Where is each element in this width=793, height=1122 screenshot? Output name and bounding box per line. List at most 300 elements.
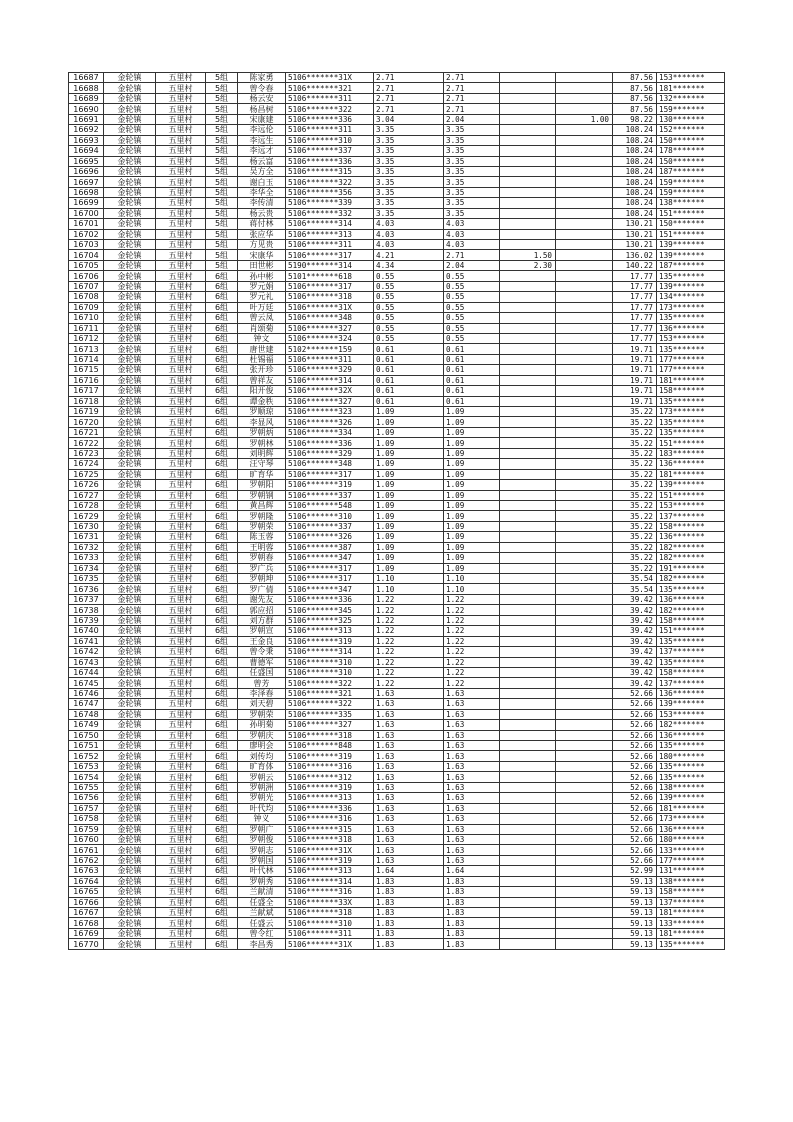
cell-amount: 108.24 <box>613 166 657 176</box>
cell-town: 金轮镇 <box>104 302 156 312</box>
cell-village: 五里村 <box>156 260 206 270</box>
cell-area-c <box>556 876 613 886</box>
cell-village: 五里村 <box>156 177 206 187</box>
cell-phone: 187******* <box>657 260 725 270</box>
cell-village: 五里村 <box>156 594 206 604</box>
cell-town: 金轮镇 <box>104 824 156 834</box>
cell-phone: 136******* <box>657 532 725 542</box>
cell-area-b <box>500 198 556 208</box>
cell-area-c <box>556 574 613 584</box>
cell-area-b <box>500 699 556 709</box>
cell-area-b <box>500 114 556 124</box>
cell-group: 6组 <box>206 699 238 709</box>
cell-id-number: 5106*******337 <box>286 146 374 156</box>
cell-id-number: 5106*******337 <box>286 521 374 531</box>
cell-town: 金轮镇 <box>104 480 156 490</box>
cell-amount: 108.24 <box>613 135 657 145</box>
table-row <box>69 751 725 761</box>
cell-name: 罗朝志 <box>238 845 286 855</box>
cell-area-a: 4.03 <box>444 219 500 229</box>
cell-area-b <box>500 647 556 657</box>
cell-amount: 52.66 <box>613 814 657 824</box>
cell-area-c <box>556 741 613 751</box>
cell-name: 刘传均 <box>238 751 286 761</box>
cell-area-a: 1.63 <box>444 834 500 844</box>
cell-name: 谢白玉 <box>238 177 286 187</box>
cell-row-index: 16698 <box>69 187 104 197</box>
cell-row-index: 16697 <box>69 177 104 187</box>
cell-area-c <box>556 281 613 291</box>
cell-total-area: 1.83 <box>374 908 444 918</box>
cell-name: 曾芳 <box>238 678 286 688</box>
cell-phone: 137******* <box>657 511 725 521</box>
cell-id-number: 5106*******313 <box>286 626 374 636</box>
cell-amount: 35.22 <box>613 542 657 552</box>
cell-amount: 17.77 <box>613 313 657 323</box>
cell-name: 罗朝荣 <box>238 521 286 531</box>
cell-phone: 153******* <box>657 73 725 83</box>
cell-area-a: 1.09 <box>444 417 500 427</box>
cell-village: 五里村 <box>156 615 206 625</box>
cell-id-number: 5106*******313 <box>286 866 374 876</box>
cell-village: 五里村 <box>156 187 206 197</box>
cell-name: 李远生 <box>238 135 286 145</box>
cell-phone: 159******* <box>657 177 725 187</box>
cell-town: 金轮镇 <box>104 417 156 427</box>
cell-amount: 52.66 <box>613 751 657 761</box>
cell-area-c <box>556 553 613 563</box>
cell-town: 金轮镇 <box>104 772 156 782</box>
cell-area-c <box>556 647 613 657</box>
cell-town: 金轮镇 <box>104 626 156 636</box>
cell-total-area: 1.22 <box>374 678 444 688</box>
cell-area-a: 4.03 <box>444 229 500 239</box>
cell-id-number: 5106*******314 <box>286 876 374 886</box>
cell-amount: 39.42 <box>613 667 657 677</box>
table-row <box>69 584 725 594</box>
cell-area-a: 1.09 <box>444 469 500 479</box>
cell-group: 6组 <box>206 427 238 437</box>
cell-amount: 35.22 <box>613 438 657 448</box>
cell-area-c <box>556 918 613 928</box>
cell-area-c <box>556 177 613 187</box>
table-row <box>69 375 725 385</box>
cell-name: 张应华 <box>238 229 286 239</box>
cell-id-number: 5106*******311 <box>286 125 374 135</box>
cell-name: 阳开俊 <box>238 386 286 396</box>
table-row <box>69 626 725 636</box>
cell-group: 6组 <box>206 730 238 740</box>
cell-total-area: 3.35 <box>374 125 444 135</box>
cell-total-area: 1.63 <box>374 772 444 782</box>
cell-group: 6组 <box>206 302 238 312</box>
cell-area-b <box>500 125 556 135</box>
cell-row-index: 16715 <box>69 365 104 375</box>
cell-town: 金轮镇 <box>104 469 156 479</box>
cell-area-c <box>556 500 613 510</box>
cell-amount: 140.22 <box>613 260 657 270</box>
cell-area-b <box>500 448 556 458</box>
cell-row-index: 16728 <box>69 500 104 510</box>
cell-name: 罗广倩 <box>238 584 286 594</box>
cell-phone: 151******* <box>657 490 725 500</box>
cell-area-c <box>556 166 613 176</box>
cell-id-number: 5106*******313 <box>286 793 374 803</box>
cell-phone: 136******* <box>657 824 725 834</box>
cell-id-number: 5106*******332 <box>286 208 374 218</box>
cell-row-index: 16724 <box>69 459 104 469</box>
cell-town: 金轮镇 <box>104 793 156 803</box>
cell-area-a: 1.63 <box>444 688 500 698</box>
cell-area-b <box>500 375 556 385</box>
cell-area-b <box>500 83 556 93</box>
cell-area-c <box>556 667 613 677</box>
cell-area-a: 2.04 <box>444 114 500 124</box>
cell-village: 五里村 <box>156 855 206 865</box>
cell-area-c <box>556 657 613 667</box>
table-row <box>69 166 725 176</box>
cell-amount: 35.22 <box>613 407 657 417</box>
cell-group: 6组 <box>206 375 238 385</box>
cell-amount: 35.22 <box>613 563 657 573</box>
cell-phone: 138******* <box>657 782 725 792</box>
cell-town: 金轮镇 <box>104 563 156 573</box>
cell-area-b <box>500 678 556 688</box>
cell-area-a: 1.22 <box>444 626 500 636</box>
cell-town: 金轮镇 <box>104 281 156 291</box>
cell-amount: 52.66 <box>613 803 657 813</box>
cell-town: 金轮镇 <box>104 709 156 719</box>
cell-village: 五里村 <box>156 302 206 312</box>
cell-name: 李传清 <box>238 198 286 208</box>
cell-total-area: 3.35 <box>374 198 444 208</box>
cell-amount: 17.77 <box>613 271 657 281</box>
cell-village: 五里村 <box>156 584 206 594</box>
cell-total-area: 1.22 <box>374 594 444 604</box>
cell-area-c <box>556 333 613 343</box>
cell-area-b <box>500 866 556 876</box>
table-row <box>69 803 725 813</box>
cell-row-index: 16748 <box>69 709 104 719</box>
cell-amount: 52.66 <box>613 855 657 865</box>
cell-area-a: 0.55 <box>444 302 500 312</box>
cell-phone: 136******* <box>657 323 725 333</box>
cell-village: 五里村 <box>156 782 206 792</box>
cell-id-number: 5106*******313 <box>286 229 374 239</box>
cell-town: 金轮镇 <box>104 751 156 761</box>
cell-total-area: 1.63 <box>374 824 444 834</box>
cell-total-area: 3.04 <box>374 114 444 124</box>
cell-total-area: 0.55 <box>374 302 444 312</box>
table-row <box>69 876 725 886</box>
cell-total-area: 2.71 <box>374 104 444 114</box>
cell-village: 五里村 <box>156 229 206 239</box>
table-row <box>69 229 725 239</box>
cell-area-a: 3.35 <box>444 125 500 135</box>
cell-amount: 52.66 <box>613 782 657 792</box>
cell-area-b <box>500 459 556 469</box>
table-row <box>69 688 725 698</box>
cell-group: 6组 <box>206 761 238 771</box>
cell-row-index: 16714 <box>69 354 104 364</box>
cell-amount: 108.24 <box>613 146 657 156</box>
cell-id-number: 5106*******319 <box>286 636 374 646</box>
cell-phone: 158******* <box>657 386 725 396</box>
cell-village: 五里村 <box>156 928 206 938</box>
cell-phone: 135******* <box>657 313 725 323</box>
cell-area-c <box>556 709 613 719</box>
cell-town: 金轮镇 <box>104 615 156 625</box>
cell-name: 罗朝荣 <box>238 709 286 719</box>
cell-town: 金轮镇 <box>104 803 156 813</box>
cell-id-number: 5106*******310 <box>286 667 374 677</box>
cell-total-area: 4.03 <box>374 240 444 250</box>
cell-group: 5组 <box>206 166 238 176</box>
cell-group: 6组 <box>206 532 238 542</box>
cell-area-b <box>500 407 556 417</box>
table-row <box>69 761 725 771</box>
cell-amount: 35.54 <box>613 574 657 584</box>
cell-area-a: 2.71 <box>444 250 500 260</box>
cell-group: 6组 <box>206 323 238 333</box>
cell-area-b <box>500 365 556 375</box>
cell-row-index: 16732 <box>69 542 104 552</box>
cell-area-c <box>556 427 613 437</box>
cell-area-b <box>500 720 556 730</box>
cell-area-a: 1.09 <box>444 480 500 490</box>
cell-area-b <box>500 918 556 928</box>
cell-id-number: 5106*******317 <box>286 250 374 260</box>
cell-village: 五里村 <box>156 667 206 677</box>
cell-village: 五里村 <box>156 146 206 156</box>
cell-area-b <box>500 500 556 510</box>
cell-name: 钟义 <box>238 814 286 824</box>
cell-group: 6组 <box>206 678 238 688</box>
cell-area-a: 1.63 <box>444 814 500 824</box>
cell-group: 6组 <box>206 845 238 855</box>
cell-amount: 130.21 <box>613 240 657 250</box>
cell-row-index: 16723 <box>69 448 104 458</box>
cell-area-a: 1.63 <box>444 824 500 834</box>
cell-village: 五里村 <box>156 417 206 427</box>
cell-row-index: 16760 <box>69 834 104 844</box>
cell-id-number: 5106*******314 <box>286 647 374 657</box>
cell-area-c <box>556 939 613 949</box>
cell-area-c <box>556 271 613 281</box>
cell-group: 6组 <box>206 542 238 552</box>
cell-phone: 150******* <box>657 156 725 166</box>
cell-town: 金轮镇 <box>104 260 156 270</box>
cell-phone: 183******* <box>657 448 725 458</box>
cell-row-index: 16688 <box>69 83 104 93</box>
cell-group: 6组 <box>206 354 238 364</box>
cell-town: 金轮镇 <box>104 354 156 364</box>
cell-row-index: 16718 <box>69 396 104 406</box>
cell-town: 金轮镇 <box>104 83 156 93</box>
cell-group: 6组 <box>206 417 238 427</box>
cell-group: 6组 <box>206 887 238 897</box>
cell-total-area: 1.64 <box>374 866 444 876</box>
cell-village: 五里村 <box>156 469 206 479</box>
cell-area-a: 2.71 <box>444 83 500 93</box>
cell-group: 5组 <box>206 93 238 103</box>
table-row <box>69 396 725 406</box>
cell-id-number: 5106*******323 <box>286 407 374 417</box>
cell-phone: 182******* <box>657 720 725 730</box>
cell-area-a: 3.35 <box>444 187 500 197</box>
table-row <box>69 897 725 907</box>
cell-row-index: 16734 <box>69 563 104 573</box>
cell-amount: 87.56 <box>613 104 657 114</box>
cell-row-index: 16711 <box>69 323 104 333</box>
cell-area-a: 0.61 <box>444 344 500 354</box>
cell-village: 五里村 <box>156 908 206 918</box>
cell-town: 金轮镇 <box>104 292 156 302</box>
cell-area-b <box>500 688 556 698</box>
table-row <box>69 814 725 824</box>
cell-area-a: 1.63 <box>444 730 500 740</box>
cell-name: 叶代均 <box>238 803 286 813</box>
cell-row-index: 16730 <box>69 521 104 531</box>
cell-area-c <box>556 772 613 782</box>
cell-total-area: 1.22 <box>374 615 444 625</box>
cell-row-index: 16739 <box>69 615 104 625</box>
cell-amount: 19.71 <box>613 375 657 385</box>
cell-name: 郭应招 <box>238 605 286 615</box>
cell-phone: 159******* <box>657 104 725 114</box>
cell-village: 五里村 <box>156 240 206 250</box>
cell-town: 金轮镇 <box>104 490 156 500</box>
cell-id-number: 5106*******327 <box>286 396 374 406</box>
cell-phone: 191******* <box>657 563 725 573</box>
cell-area-c <box>556 417 613 427</box>
cell-area-b <box>500 354 556 364</box>
cell-area-b <box>500 240 556 250</box>
cell-area-b <box>500 104 556 114</box>
cell-phone: 173******* <box>657 407 725 417</box>
cell-id-number: 5101*******618 <box>286 271 374 281</box>
cell-group: 6组 <box>206 469 238 479</box>
cell-town: 金轮镇 <box>104 908 156 918</box>
cell-area-b <box>500 177 556 187</box>
cell-area-b <box>500 751 556 761</box>
cell-row-index: 16747 <box>69 699 104 709</box>
cell-row-index: 16694 <box>69 146 104 156</box>
cell-total-area: 3.35 <box>374 187 444 197</box>
cell-area-c <box>556 897 613 907</box>
table-row <box>69 793 725 803</box>
cell-area-b <box>500 594 556 604</box>
cell-id-number: 5106*******31X <box>286 939 374 949</box>
cell-area-a: 1.83 <box>444 876 500 886</box>
cell-amount: 19.71 <box>613 365 657 375</box>
cell-area-a: 1.63 <box>444 855 500 865</box>
cell-area-c <box>556 584 613 594</box>
cell-village: 五里村 <box>156 542 206 552</box>
cell-phone: 150******* <box>657 219 725 229</box>
cell-town: 金轮镇 <box>104 114 156 124</box>
cell-area-c <box>556 469 613 479</box>
cell-area-c <box>556 344 613 354</box>
cell-village: 五里村 <box>156 730 206 740</box>
cell-phone: 135******* <box>657 584 725 594</box>
table-row <box>69 918 725 928</box>
cell-id-number: 5106*******336 <box>286 114 374 124</box>
cell-town: 金轮镇 <box>104 427 156 437</box>
cell-area-a: 0.61 <box>444 354 500 364</box>
cell-phone: 181******* <box>657 928 725 938</box>
cell-phone: 139******* <box>657 250 725 260</box>
cell-area-c <box>556 83 613 93</box>
cell-village: 五里村 <box>156 939 206 949</box>
cell-village: 五里村 <box>156 761 206 771</box>
cell-total-area: 1.09 <box>374 459 444 469</box>
cell-town: 金轮镇 <box>104 741 156 751</box>
cell-id-number: 5106*******319 <box>286 751 374 761</box>
cell-area-a: 0.61 <box>444 386 500 396</box>
cell-name: 宋康华 <box>238 250 286 260</box>
cell-row-index: 16743 <box>69 657 104 667</box>
cell-town: 金轮镇 <box>104 438 156 448</box>
cell-area-b <box>500 667 556 677</box>
cell-area-b <box>500 793 556 803</box>
cell-amount: 19.71 <box>613 396 657 406</box>
cell-area-c <box>556 260 613 270</box>
cell-area-a: 3.35 <box>444 156 500 166</box>
cell-area-b <box>500 292 556 302</box>
table-row <box>69 667 725 677</box>
table-row <box>69 417 725 427</box>
cell-group: 6组 <box>206 741 238 751</box>
cell-phone: 137******* <box>657 647 725 657</box>
cell-town: 金轮镇 <box>104 365 156 375</box>
cell-total-area: 1.22 <box>374 657 444 667</box>
cell-area-a: 0.55 <box>444 271 500 281</box>
cell-name: 杨昌树 <box>238 104 286 114</box>
cell-row-index: 16761 <box>69 845 104 855</box>
cell-phone: 182******* <box>657 542 725 552</box>
cell-area-a: 1.83 <box>444 908 500 918</box>
cell-town: 金轮镇 <box>104 594 156 604</box>
cell-name: 杨云富 <box>238 156 286 166</box>
cell-area-c <box>556 480 613 490</box>
cell-group: 6组 <box>206 928 238 938</box>
cell-amount: 35.22 <box>613 553 657 563</box>
table-row <box>69 490 725 500</box>
cell-row-index: 16741 <box>69 636 104 646</box>
cell-village: 五里村 <box>156 574 206 584</box>
cell-row-index: 16692 <box>69 125 104 135</box>
cell-amount: 19.71 <box>613 354 657 364</box>
cell-amount: 59.13 <box>613 939 657 949</box>
cell-village: 五里村 <box>156 657 206 667</box>
cell-group: 5组 <box>206 125 238 135</box>
cell-phone: 139******* <box>657 480 725 490</box>
cell-phone: 158******* <box>657 521 725 531</box>
cell-amount: 39.42 <box>613 647 657 657</box>
cell-id-number: 5106*******548 <box>286 500 374 510</box>
cell-area-a: 1.63 <box>444 741 500 751</box>
cell-area-c <box>556 605 613 615</box>
cell-town: 金轮镇 <box>104 928 156 938</box>
cell-name: 李华全 <box>238 187 286 197</box>
cell-row-index: 16703 <box>69 240 104 250</box>
cell-village: 五里村 <box>156 814 206 824</box>
cell-area-b <box>500 333 556 343</box>
cell-total-area: 1.09 <box>374 407 444 417</box>
cell-town: 金轮镇 <box>104 323 156 333</box>
cell-phone: 130******* <box>657 114 725 124</box>
